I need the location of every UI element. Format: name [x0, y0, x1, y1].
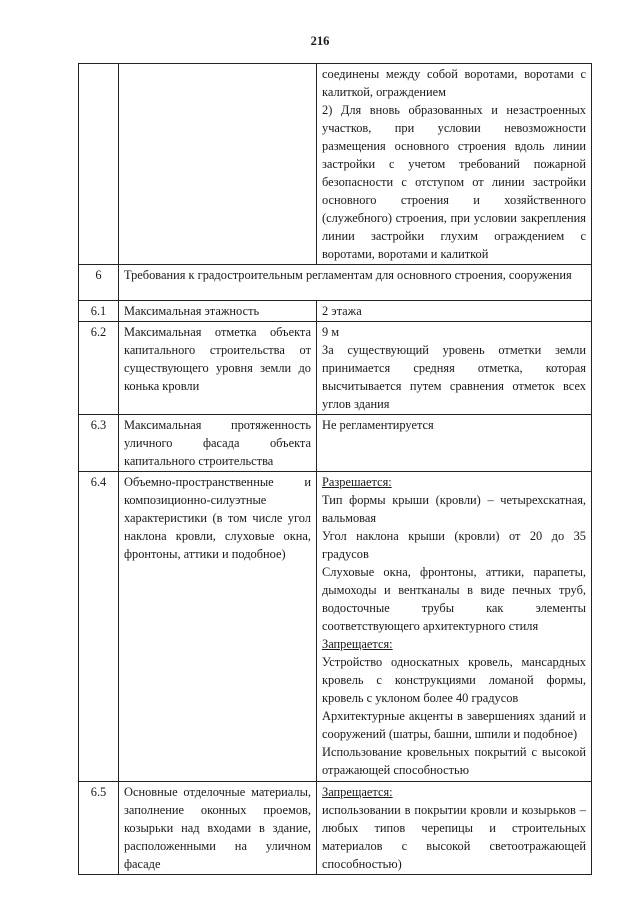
row-number: 6.5 [79, 782, 119, 875]
continuation-text: 2) Для вновь образованных и незастроенных участков, при условии невозможности размещения основного строения вдоль линии застройки с учетом требований пожарной безопасности с отступом от линии застройки основного строения и хозяйственного (служебного) строения, при условии закрепления линии застройки глухим ограждением с воротами, воротами и калиткой [322, 103, 586, 261]
table-row [79, 64, 592, 265]
row-label: Объемно-пространственные и композиционно-силуэтные характеристики (в том числе угол наклона кровли, слуховые окна, фронтоны, аттики и подобное) [119, 472, 317, 782]
row-label: Максимальная отметка объекта капитального строительства от существующего уровня земли до конька кровли [119, 322, 317, 415]
section-row [79, 265, 592, 301]
table-cell [119, 64, 317, 265]
value-line: 9 м [322, 325, 340, 339]
row-label: Основные отделочные материалы, заполнение оконных проемов, козырьки над входами в здание, расположенными на уличном фасаде [119, 782, 317, 875]
section-title: Требования к градостроительным регламентам для основного строения, сооружения [119, 265, 592, 301]
regulations-table [78, 63, 592, 875]
row-number: 6.2 [79, 322, 119, 415]
row-value: Не регламентируется [317, 415, 592, 472]
allowed-item: Угол наклона крыши (кровли) от 20 до 35 градусов [322, 529, 586, 561]
continuation-text: соединены между собой воротами, воротами с калиткой, ограждением [322, 67, 586, 99]
row-number: 6.1 [79, 301, 119, 322]
forbidden-item: использовании в покрытии кровли и козырьков – любых типов черепицы и строительных материалов с высокой светоотражающей способностью) [322, 803, 586, 871]
row-value [317, 322, 592, 415]
allowed-heading: Разрешается: [322, 475, 392, 489]
allowed-item: Тип формы крыши (кровли) – четырехскатная, вальмовая [322, 493, 586, 525]
table-row [79, 415, 592, 472]
row-label: Максимальная этажность [119, 301, 317, 322]
forbidden-item: Использование кровельных покрытий с высокой отражающей способностью [322, 745, 586, 777]
row-label: Максимальная протяженность уличного фасада объекта капитального строительства [119, 415, 317, 472]
allowed-item: Слуховые окна, фронтоны, аттики, парапеты, дымоходы и вентканалы в виде печных труб, водосточные трубы как элементы соответствующего архитектурного стиля [322, 565, 586, 633]
table-row [79, 301, 592, 322]
table-row [79, 322, 592, 415]
row-number: 6.4 [79, 472, 119, 782]
forbidden-item: Устройство односкатных кровель, мансардных кровель с конструкциями ломаной формы, кровель с уклоном более 40 градусов [322, 655, 586, 705]
forbidden-heading: Запрещается: [322, 637, 393, 651]
page-number: 216 [310, 34, 330, 48]
table-cell [79, 64, 119, 265]
row-value [317, 782, 592, 875]
row-value: 2 этажа [317, 301, 592, 322]
row-number: 6 [79, 265, 119, 301]
table-row [79, 472, 592, 782]
forbidden-heading: Запрещается: [322, 785, 393, 799]
row-number: 6.3 [79, 415, 119, 472]
forbidden-item: Архитектурные акценты в завершениях зданий и сооружений (шатры, башни, шпили и подобное) [322, 709, 586, 741]
row-value [317, 472, 592, 782]
table-cell [317, 64, 592, 265]
value-line: За существующий уровень отметки земли принимается средняя отметка, которая высчитывается путем сравнения отметок всех углов здания [322, 343, 586, 411]
table-row [79, 782, 592, 875]
